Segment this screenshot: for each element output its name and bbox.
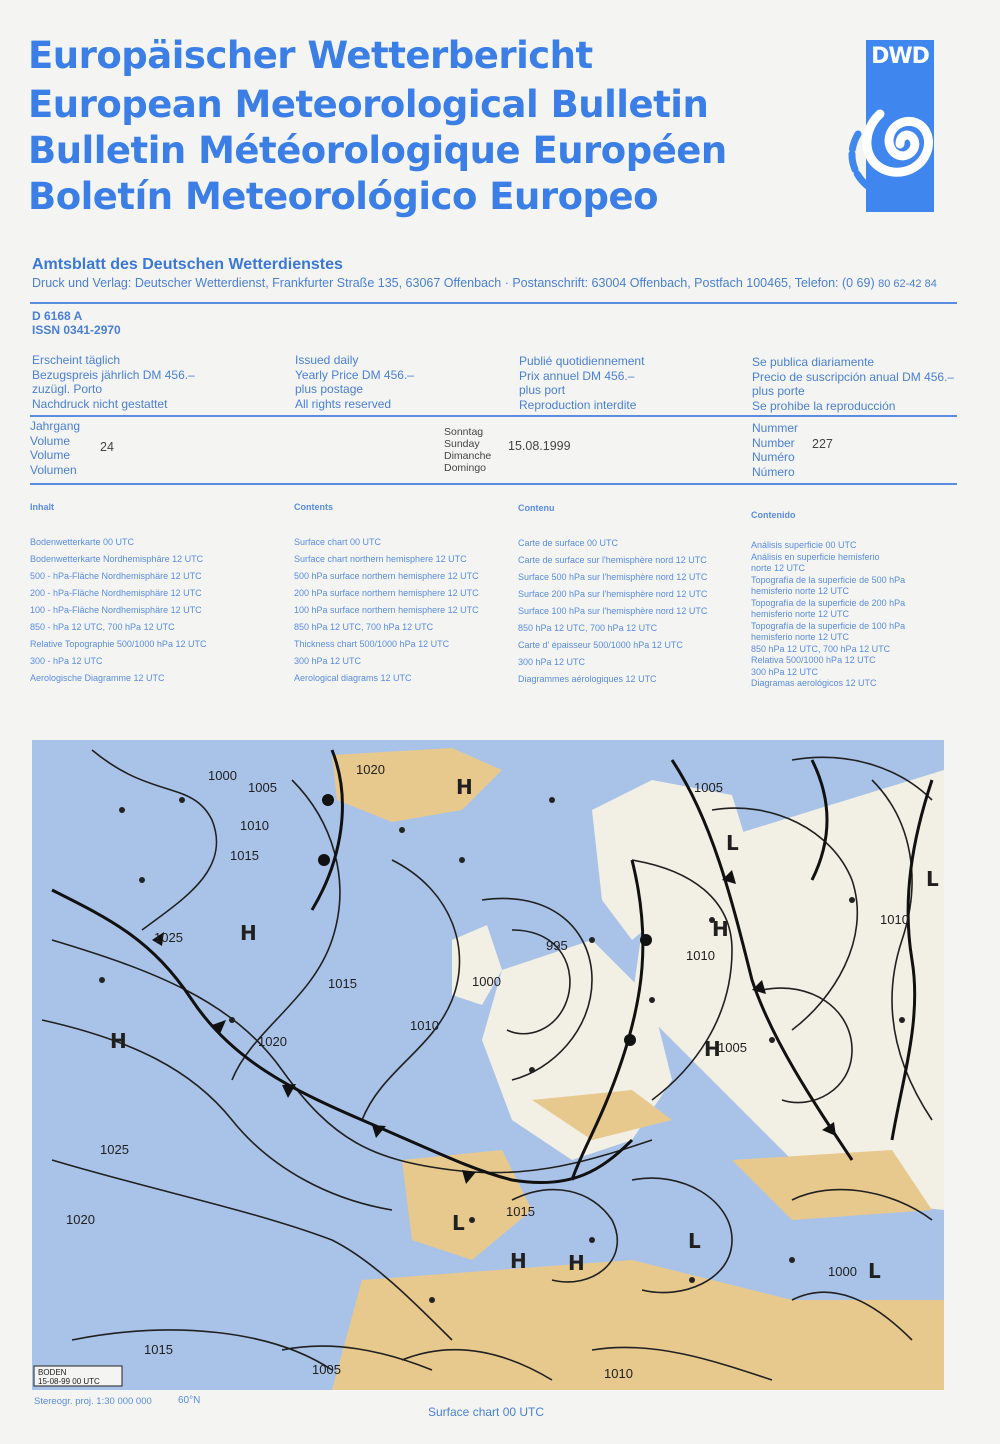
station-marker [459, 857, 465, 863]
contents-item: Surface 500 hPa sur l'hemisphère nord 12 UTC [518, 572, 708, 582]
isobar-line [72, 1330, 332, 1370]
title-french: Bulletin Météorologique Européen [28, 129, 727, 172]
station-marker [849, 897, 855, 903]
isobar-label: 1005 [694, 780, 723, 795]
contents-item: Relative Topographie 500/1000 hPa 12 UTC [30, 639, 207, 649]
divider [30, 415, 957, 417]
contents-item: Relativa 500/1000 hPa 12 UTC [751, 655, 876, 665]
contents-item: Bodenwetterkarte 00 UTC [30, 537, 135, 547]
station-marker [469, 1217, 475, 1223]
isobar-line [92, 750, 217, 930]
d-number: D 6168 A [32, 309, 83, 323]
contents-item: Thickness chart 500/1000 hPa 12 UTC [294, 639, 450, 649]
low-pressure-label: L [688, 1229, 701, 1253]
station-marker [549, 797, 555, 803]
station-marker [429, 1297, 435, 1303]
issue-number: 227 [812, 437, 833, 451]
contents-item: Topografía de la superficie de 100 hPa [751, 620, 906, 631]
front-semicircle [322, 794, 334, 806]
station-marker [399, 827, 405, 833]
station-marker [529, 1067, 535, 1073]
volume-label: Jahrgang [30, 419, 81, 433]
contents-item: Aerologische Diagramme 12 UTC [30, 673, 165, 683]
subscription-german [32, 353, 195, 411]
number-label: Numéro [752, 450, 795, 464]
subscription-line: plus postage [295, 382, 364, 396]
subscription-line: Precio de suscripción anual DM 456.– [752, 369, 955, 384]
volume-label: Volume [30, 448, 71, 462]
contents-item: hemisferio norte 12 UTC [751, 586, 850, 596]
high-pressure-label: H [456, 775, 473, 799]
surface-weather-map [32, 740, 944, 1390]
subscription-line: plus porte [752, 384, 805, 398]
divider [30, 302, 957, 304]
contents-item: Surface 200 hPa sur l'hemisphère nord 12 UTC [518, 589, 708, 599]
contents-item: Diagramas aerológicos 12 UTC [751, 678, 877, 688]
subscription-line: Nachdruck nicht gestattet [32, 396, 168, 411]
map-drawing [32, 740, 944, 1390]
contents-item: Surface chart northern hemisphere 12 UTC [294, 554, 467, 564]
volume-value: 24 [100, 440, 114, 454]
front-triangle [282, 1084, 296, 1098]
contents-item: Surface chart 00 UTC [294, 537, 382, 547]
subscription-line: Se prohibe la reproducción [752, 398, 896, 413]
contents-item: 850 - hPa 12 UTC, 700 hPa 12 UTC [30, 622, 175, 632]
contents-item: 500 hPa surface northern hemisphere 12 UTC [294, 571, 479, 581]
volume-label: Volumen [30, 462, 77, 477]
contents-item: 200 hPa surface northern hemisphere 12 UTC [294, 588, 479, 598]
subscription-line: Prix annuel DM 456.– [519, 368, 635, 383]
subscription-spanish [752, 355, 954, 413]
contents-item: hemisferio norte 12 UTC [751, 609, 850, 619]
station-marker [689, 1277, 695, 1283]
low-pressure-label: L [926, 867, 939, 891]
projection-note: Stereogr. proj. 1:30 000 000 [34, 1396, 152, 1407]
isobar-label: 1005 [312, 1362, 341, 1377]
station-marker [769, 1037, 775, 1043]
issue-date: 15.08.1999 [508, 439, 571, 453]
contents-list-german [30, 534, 206, 687]
high-pressure-label: H [510, 1249, 527, 1273]
contents-item: norte 12 UTC [751, 563, 806, 573]
contents-item: 300 hPa 12 UTC [751, 666, 819, 677]
station-marker [229, 1017, 235, 1023]
contents-heading-german: Inhalt [30, 502, 54, 512]
contents-item: 300 - hPa 12 UTC [30, 656, 103, 666]
contents-item: Bodenwetterkarte Nordhemisphäre 12 UTC [30, 554, 204, 564]
front-triangle [212, 1020, 226, 1034]
contents-list-spanish [751, 540, 905, 690]
contents-item: 100 - hPa-Fläche Nordhemisphäre 12 UTC [30, 605, 202, 615]
contents-item: Análisis en superficie hemisferio [751, 551, 880, 562]
title-spanish: Boletín Meteorológico Europeo [28, 175, 659, 218]
front-triangle [372, 1125, 386, 1138]
contents-item: Análisis superficie 00 UTC [751, 540, 857, 550]
low-pressure-label: L [452, 1211, 465, 1235]
contents-heading-french: Contenu [518, 503, 555, 513]
contents-item: Surface 100 hPa sur l'hemisphère nord 12 UTC [518, 606, 708, 616]
north-africa-land [332, 1260, 944, 1390]
day-labels [444, 426, 491, 474]
isobar-label: 1015 [328, 976, 357, 991]
isobar-label: 1010 [410, 1018, 439, 1033]
subscription-line: Issued daily [295, 353, 359, 367]
isobar-label: 1020 [66, 1212, 95, 1227]
subscription-line: Bezugspreis jährlich DM 456.– [32, 367, 195, 382]
contents-list-french [518, 535, 707, 688]
contents-item: 850 hPa 12 UTC, 700 hPa 12 UTC [751, 643, 891, 654]
contents-heading-english: Contents [294, 502, 333, 512]
divider [30, 483, 957, 485]
isobar-label: 1010 [686, 948, 715, 963]
latitude-note: 60°N [178, 1395, 201, 1406]
isobar-label: 995 [546, 938, 568, 953]
contents-item: Topografía de la superficie de 200 hPa [751, 597, 906, 608]
front-semicircle [640, 934, 652, 946]
title-german: Europäischer Wetterbericht [28, 34, 593, 77]
publisher-address [32, 276, 937, 290]
chart-stamp-title: BODEN [38, 1368, 67, 1377]
isobar-label: 1020 [258, 1034, 287, 1049]
station-marker [789, 1257, 795, 1263]
high-pressure-label: H [712, 917, 729, 941]
subscription-line: zuzügl. Porto [32, 382, 103, 396]
contents-heading-spanish: Contenido [751, 510, 796, 520]
isobar-label: 1000 [208, 768, 237, 783]
day-label: Sunday [444, 438, 480, 450]
isobar-label: 1025 [100, 1142, 129, 1157]
contents-item: Carte de surface 00 UTC [518, 538, 619, 548]
title-english: European Meteorological Bulletin [28, 83, 709, 126]
contents-item: 100 hPa surface northern hemisphere 12 UTC [294, 605, 479, 615]
address-text: Druck und Verlag: Deutscher Wetterdienst, Frankfurter Straße 135, 63067 Offenbach · Postanschrift: 63004 Offenbach, Postfach 100465, Telefon: (0 69) [32, 276, 875, 290]
subscription-line: Reproduction interdite [519, 397, 637, 412]
contents-item: hemisferio norte 12 UTC [751, 632, 850, 642]
contents-item: Aerological diagrams 12 UTC [294, 673, 412, 683]
isobar-label: 1005 [718, 1040, 747, 1055]
station-marker [99, 977, 105, 983]
isobar-label: 1000 [828, 1264, 857, 1279]
isobar-label: 1015 [144, 1342, 173, 1357]
isobar-label: 1020 [356, 762, 385, 777]
subscription-line: Se publica diariamente [752, 355, 875, 369]
contents-item: 500 - hPa-Fläche Nordhemisphäre 12 UTC [30, 571, 202, 581]
station-marker [179, 797, 185, 803]
contents-item: 850 hPa 12 UTC, 700 hPa 12 UTC [294, 622, 434, 632]
subscription-line: Yearly Price DM 456.– [295, 367, 414, 382]
low-pressure-label: L [726, 831, 739, 855]
official-gazette-label: Amtsblatt des Deutschen Wetterdienstes [32, 256, 343, 273]
high-pressure-label: H [240, 921, 257, 945]
front-semicircle [318, 854, 330, 866]
isobar-label: 1015 [230, 848, 259, 863]
subscription-line: Erscheint täglich [32, 353, 121, 367]
issn: ISSN 0341-2970 [32, 323, 121, 337]
number-label: Número [752, 464, 795, 479]
station-marker [589, 937, 595, 943]
contents-item: Carte de surface sur l'hemisphère nord 12 UTC [518, 555, 707, 565]
volume-label: Volume [30, 433, 71, 448]
contents-item: Carte d' épaisseur 500/1000 hPa 12 UTC [518, 640, 683, 650]
front-semicircle [624, 1034, 636, 1046]
dwd-logo [866, 40, 934, 212]
station-marker [649, 997, 655, 1003]
subscription-line: plus port [519, 383, 566, 397]
volume-labels [30, 419, 80, 477]
high-pressure-label: H [704, 1037, 721, 1061]
isobar-line [362, 860, 460, 1120]
isobar-label: 1010 [604, 1366, 633, 1381]
number-label: Nummer [752, 421, 799, 435]
spiral-icon [818, 74, 934, 214]
subscription-line: All rights reserved [295, 396, 392, 411]
subscription-line: Publié quotidiennement [519, 354, 645, 368]
contents-item: 200 - hPa-Fläche Nordhemisphäre 12 UTC [30, 588, 202, 598]
contents-item: Topografía de la superficie de 500 hPa [751, 574, 906, 585]
isobar-label: 1010 [240, 818, 269, 833]
station-marker [589, 1237, 595, 1243]
chart-stamp-date: 15-08-99 00 UTC [38, 1377, 100, 1386]
contents-item: 850 hPa 12 UTC, 700 hPa 12 UTC [518, 623, 658, 633]
high-pressure-label: H [110, 1029, 127, 1053]
number-label: Number [752, 435, 795, 450]
station-marker [899, 1017, 905, 1023]
day-label: Domingo [444, 462, 487, 474]
isobar-label: 1010 [880, 912, 909, 927]
station-marker [119, 807, 125, 813]
isobar-label: 1000 [472, 974, 501, 989]
isobar-label: 1005 [248, 780, 277, 795]
contents-item: 300 hPa 12 UTC [518, 657, 586, 667]
contents-item: 300 hPa 12 UTC [294, 656, 362, 666]
subscription-french [519, 354, 644, 412]
isobar-label: 1015 [506, 1204, 535, 1219]
phone-number: 80 62-42 84 [878, 278, 937, 290]
day-label: Dimanche [444, 450, 492, 462]
high-pressure-label: H [568, 1251, 585, 1275]
station-marker [139, 877, 145, 883]
contents-list-english [294, 534, 479, 687]
subscription-english [295, 353, 414, 411]
isobar-line [42, 1020, 392, 1210]
day-label: Sonntag [444, 426, 484, 438]
contents-item: Diagrammes aérologiques 12 UTC [518, 674, 657, 684]
greenland-land [332, 748, 502, 822]
low-pressure-label: L [868, 1259, 881, 1283]
number-labels [752, 421, 798, 479]
isobar-label: 1025 [154, 930, 183, 945]
logo-label: DWD [871, 44, 929, 69]
map-caption: Surface chart 00 UTC [428, 1405, 545, 1419]
